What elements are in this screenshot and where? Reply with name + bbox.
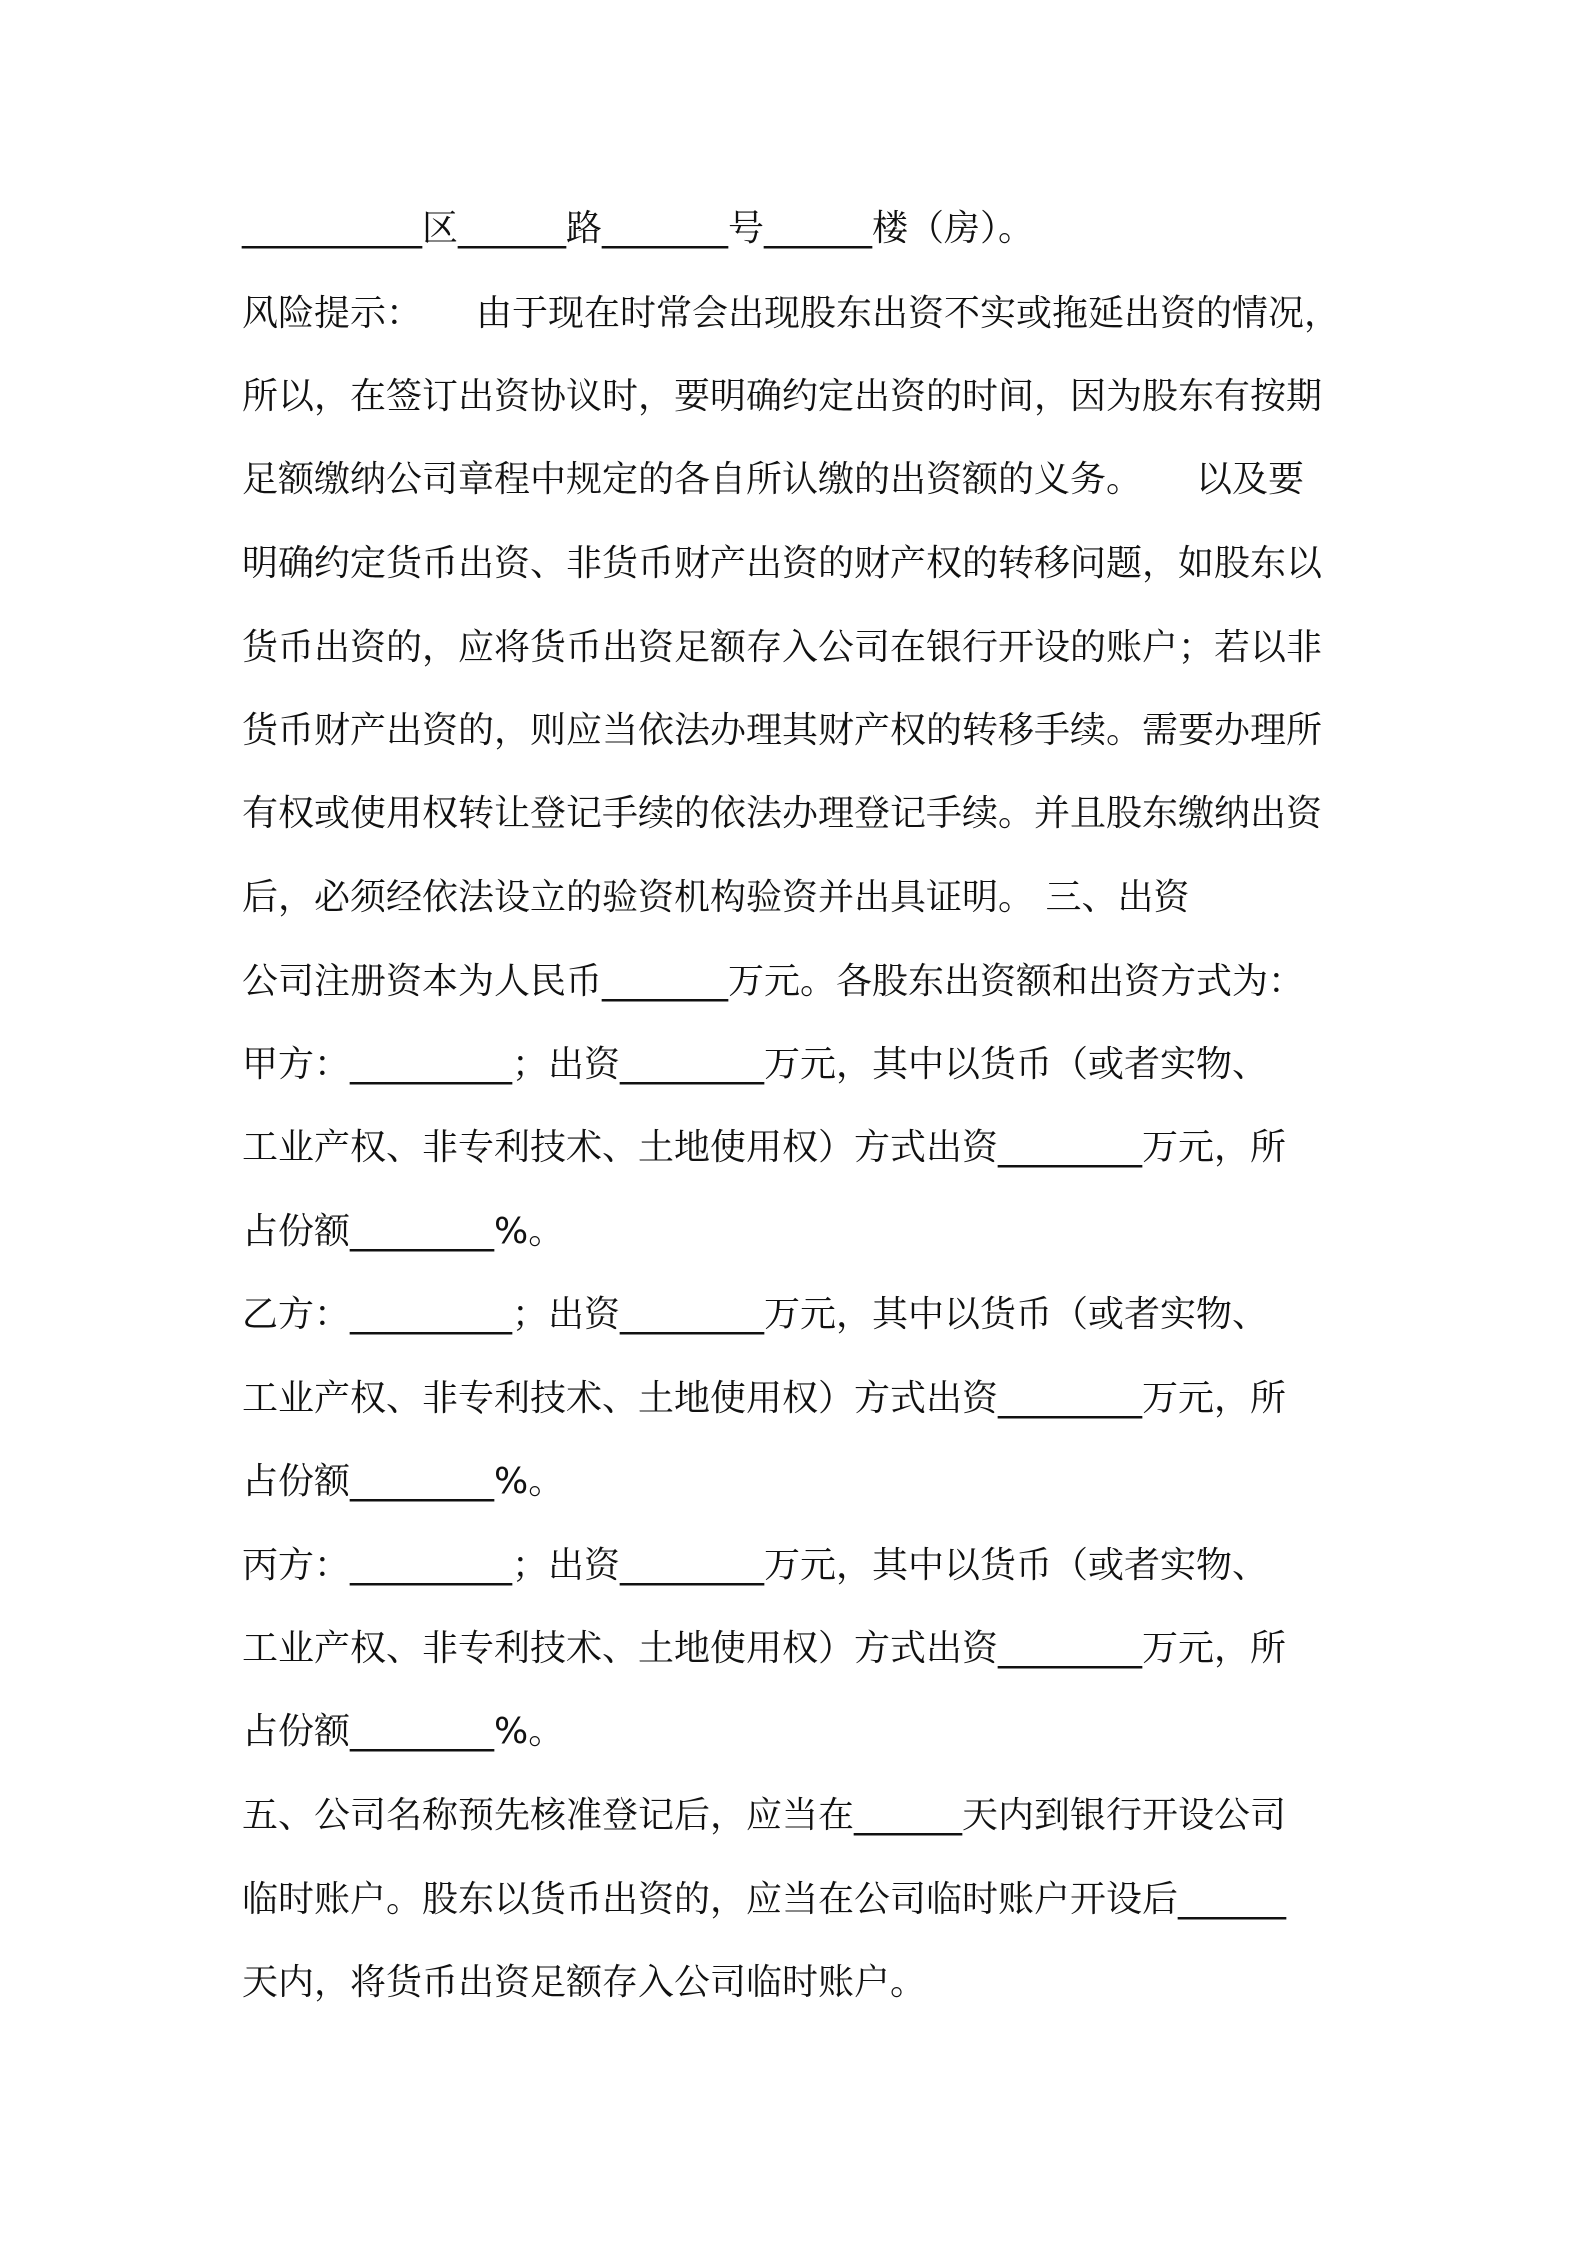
capital-line: 公司注册资本为人民币_______万元。各股东出资额和出资方式为：: [242, 961, 1305, 1002]
text-line: 足额缴纳公司章程中规定的各自所认缴的出资额的义务。 以及要: [242, 459, 1305, 500]
text-line: 占份额________%。: [242, 1711, 565, 1752]
party-a-line: 甲方：_________；出资________万元，其中以货币（或者实物、: [242, 1044, 1269, 1085]
text-line: 工业产权、非专利技术、土地使用权）方式出资________万元，所: [242, 1127, 1287, 1168]
text-line: 后，必须经依法设立的验资机构验资并出具证明。 三、出资: [242, 877, 1190, 918]
text-line: 货币财产出资的，则应当依法办理其财产权的转移手续。需要办理所: [242, 710, 1323, 751]
text-line: 占份额________%。: [242, 1461, 565, 1502]
section-five-line: 五、公司名称预先核准登记后，应当在______天内到银行开设公司: [242, 1795, 1287, 1836]
text-line: 有权或使用权转让登记手续的依法办理登记手续。并且股东缴纳出资: [242, 793, 1323, 834]
party-b-line: 乙方：_________；出资________万元，其中以货币（或者实物、: [242, 1294, 1269, 1335]
text-line: 货币出资的，应将货币出资足额存入公司在银行开设的账户；若以非: [242, 627, 1323, 668]
text-line: 所以，在签订出资协议时，要明确约定出资的时间，因为股东有按期: [242, 376, 1323, 417]
text-line: 工业产权、非专利技术、土地使用权）方式出资________万元，所: [242, 1378, 1287, 1419]
text-line: 天内，将货币出资足额存入公司临时账户。: [242, 1962, 927, 2003]
address-line: __________区______路_______号______楼（房）。: [242, 208, 1035, 249]
text-line: 明确约定货币出资、非货币财产出资的财产权的转移问题，如股东以: [242, 543, 1323, 584]
text-line: 工业产权、非专利技术、土地使用权）方式出资________万元，所: [242, 1628, 1287, 1669]
text-line: 占份额________%。: [242, 1211, 565, 1252]
risk-tip-line: 风险提示： 由于现在时常会出现股东出资不实或拖延出资的情况，: [242, 293, 1341, 334]
party-c-line: 丙方：_________；出资________万元，其中以货币（或者实物、: [242, 1545, 1269, 1586]
text-line: 临时账户。股东以货币出资的，应当在公司临时账户开设后______: [242, 1879, 1287, 1920]
